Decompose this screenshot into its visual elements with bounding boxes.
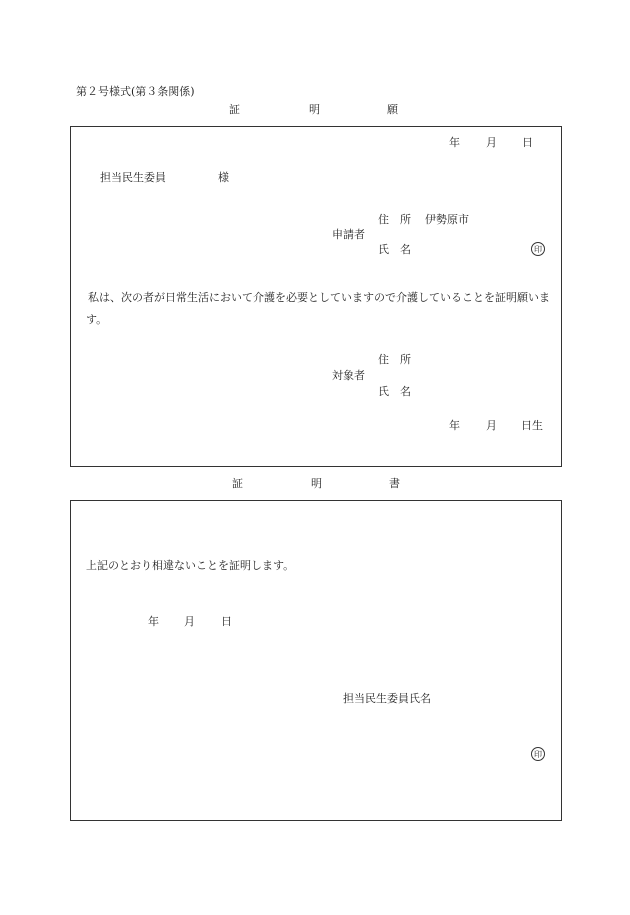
certificate-seal-mark: 印 [531,747,545,761]
birth-day: 日生 [521,419,543,432]
request-title-char-3: 願 [387,103,398,116]
subject-name-label: 氏 名 [378,385,411,398]
certificate-date-year: 年 [148,615,159,628]
address-label: 住 所 [378,213,411,226]
certificate-date-day: 日 [221,615,232,628]
subject-label: 対象者 [332,369,365,382]
form-number: 第２号様式(第３条関係) [76,85,195,98]
certificate-title-char-1: 証 [232,477,243,490]
name-label: 氏 名 [378,243,411,256]
certificate-title-char-2: 明 [311,477,322,490]
certificate-box [70,500,562,821]
certificate-statement: 上記のとおり相違ないことを証明します。 [86,559,295,572]
honorific: 様 [218,171,229,184]
addressee: 担当民生委員 [100,171,166,184]
birth-month: 月 [486,419,497,432]
request-date-year: 年 [449,136,460,149]
request-date-day: 日 [522,136,533,149]
certificate-date-month: 月 [184,615,195,628]
birth-year: 年 [449,419,460,432]
signer-label: 担当民生委員氏名 [343,692,431,705]
certificate-title-char-3: 書 [389,477,400,490]
seal-mark: 印 [531,242,545,256]
request-statement: 私は、次の者が日常生活において介護を必要としていますので介護していることを証明願います。 [86,291,550,326]
applicant-label: 申請者 [332,228,365,241]
subject-address-label: 住 所 [378,353,411,366]
address-value: 伊勢原市 [425,213,469,226]
request-date-month: 月 [486,136,497,149]
request-title-char-2: 明 [309,103,320,116]
request-title-char-1: 証 [229,103,240,116]
